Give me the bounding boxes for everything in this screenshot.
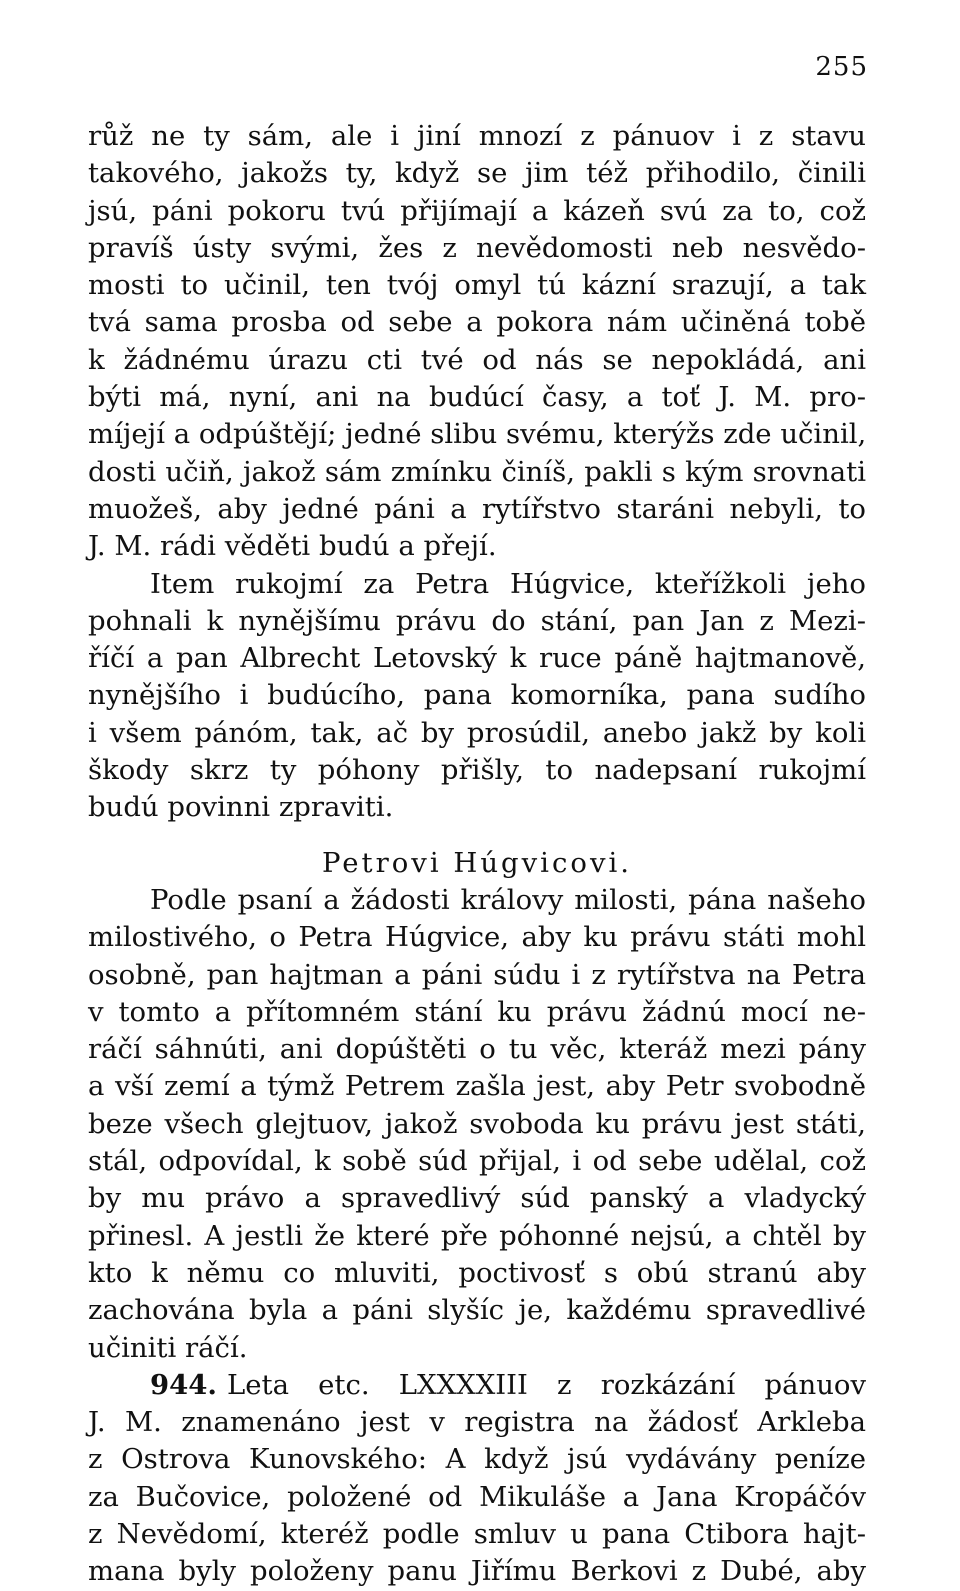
entry-first-line [88, 1367, 866, 1404]
text-line: budú povinni zpraviti. [88, 791, 394, 824]
text-line: zachována byla a páni slyšíc je, každému spravedlivé [88, 1294, 866, 1327]
text-line: přinesl. A jestli že které pře póhonné nejsú, a chtěl by [88, 1219, 866, 1252]
text-line: škody skrz ty póhony přišly, to nadepsaní rukojmí [88, 754, 866, 787]
text-line: nynějšího i budúcího, pana komorníka, pana sudího [88, 679, 866, 712]
text-line: býti má, nyní, ani na budúcí časy, a toť J. M. pro- [88, 381, 866, 414]
text-line: i všem pánóm, tak, ač by prosúdil, anebo jakž by koli [88, 716, 866, 749]
text-line: mana byly položeny panu Jiřímu Berkovi z Dubé, aby [88, 1555, 866, 1588]
text-line: z Ostrova Kunovského: A když jsú vydávány peníze [88, 1443, 866, 1476]
text-line: takového, jakožs ty, když se jim též přihodilo, činili [88, 157, 866, 190]
spacer [88, 827, 866, 845]
text-line: a vší zemí a týmž Petrem zašla jest, aby Petr svobodně [88, 1070, 866, 1103]
page-number: 255 [815, 52, 868, 82]
text-line: mosti to učinil, ten tvój omyl tú kázní srazují, a tak [88, 269, 866, 302]
entry-number: 944. [150, 1368, 217, 1401]
text-line: muožeš, aby jedné páni a rytířstvo staráni nebyli, to [88, 492, 866, 525]
entry-first-line-text: Leta etc. LXXXXIII z rozkázání pánuov [226, 1368, 866, 1401]
text-line: pohnali k nynějšímu právu do stání, pan Jan z Mezi- [88, 604, 866, 637]
text-line: říčí a pan Albrecht Letovský k ruce páně hajtmanově, [88, 642, 866, 675]
text-line: dosti učiň, jakož sám zmínku činíš, pakli s kým srovnati [88, 455, 866, 488]
text-line: v tomto a přítomném stání ku právu žádnú mocí ne- [88, 995, 866, 1028]
text-line: k žádnému úrazu cti tvé od nás se nepokládá, ani [88, 343, 866, 376]
text-line: za Bučovice, položené od Mikuláše a Jana Kropáčóv [88, 1480, 866, 1513]
text-line: J. M. znamenáno jest v registra na žádosť Arkleba [88, 1406, 866, 1439]
paragraph-3 [88, 882, 866, 1367]
paragraph-1 [88, 118, 866, 566]
text-line: milostivého, o Petra Húgvice, aby ku právu státi mohl [88, 921, 866, 954]
text-line: růž ne ty sám, ale i jiní mnozí z pánuov i z stavu [88, 120, 866, 152]
text-line: pravíš ústy svými, žes z nevědomosti neb nesvědo- [88, 231, 866, 264]
entry-944 [88, 1367, 866, 1591]
text-line: učiniti ráčí. [88, 1331, 248, 1364]
text-line: by mu právo a spravedlivý súd panský a vladycký [88, 1182, 866, 1215]
page-text [88, 118, 866, 1591]
text-line: tvá sama prosba od sebe a pokora nám učiněná tobě [88, 306, 866, 339]
paragraph-2 [88, 566, 866, 827]
text-line: kto k němu co mluviti, poctivosť s obú stranú aby [88, 1256, 866, 1289]
text-line: jsú, páni pokoru tvú přijímají a kázeň svú za to, což [88, 194, 866, 227]
text-line: stál, odpovídal, k sobě súd přijal, i od sebe udělal, což [88, 1145, 866, 1178]
text-line: Item rukojmí za Petra Húgvice, kteřížkoli jeho [150, 567, 866, 600]
text-line: Podle psaní a žádosti královy milosti, pána našeho [150, 883, 866, 916]
text-line: míjejí a odpúštějí; jedné slibu svému, kterýžs zde učinil, [88, 418, 867, 451]
text-line: beze všech glejtuov, jakož svoboda ku právu jest státi, [88, 1107, 866, 1140]
text-line: z Nevědomí, kteréž podle smluv u pana Ctibora hajt- [88, 1517, 866, 1550]
text-line: J. M. rádi věděti budú a přejí. [88, 530, 497, 563]
text-line: ráčí sáhnúti, ani dopúštěti o tu věc, kteráž mezi pány [88, 1033, 866, 1066]
section-heading: Petrovi Húgvicovi. [321, 846, 633, 879]
text-line: osobně, pan hajtman a páni súdu i z rytířstva na Petra [88, 958, 866, 991]
